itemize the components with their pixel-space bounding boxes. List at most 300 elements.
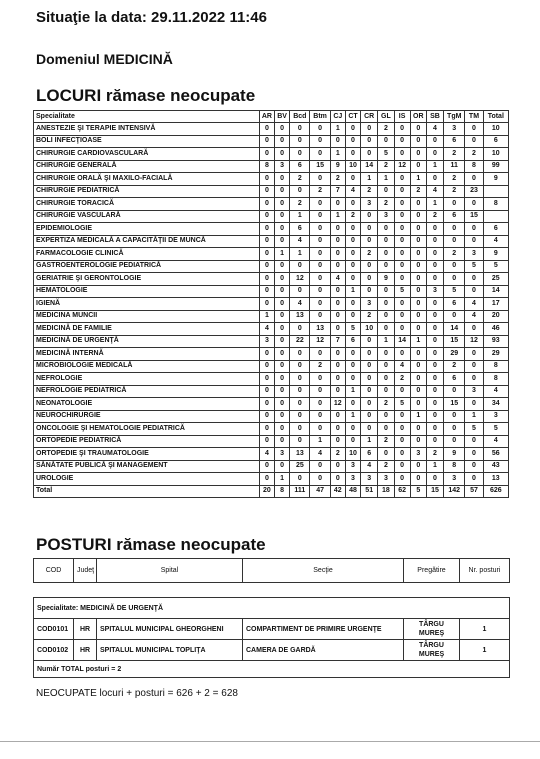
count-cell: 0	[410, 223, 426, 236]
count-cell: 0	[330, 235, 345, 248]
count-cell: 4	[465, 298, 483, 311]
count-cell: 0	[275, 135, 290, 148]
count-cell: 0	[259, 460, 274, 473]
count-cell: 0	[465, 398, 483, 411]
count-cell: 2	[465, 148, 483, 161]
count-cell: 0	[378, 410, 394, 423]
cod-cell: COD0101	[34, 619, 74, 640]
count-cell: 0	[378, 310, 394, 323]
count-cell: 2	[361, 185, 378, 198]
count-cell: 7	[330, 185, 345, 198]
specialitate-cell: ONCOLOGIE ŞI HEMATOLOGIE PEDIATRICĂ	[34, 423, 260, 436]
count-cell: 0	[330, 223, 345, 236]
count-cell: 4	[259, 323, 274, 336]
count-cell: 6	[483, 135, 508, 148]
count-cell: 0	[310, 135, 330, 148]
judet-cell: HR	[74, 619, 97, 640]
count-cell: 0	[275, 423, 290, 436]
nr-posturi-cell: 1	[460, 640, 510, 661]
count-cell: 0	[259, 248, 274, 261]
count-cell: 0	[426, 148, 443, 161]
count-cell: 0	[378, 235, 394, 248]
count-cell: 0	[259, 210, 274, 223]
count-cell: 57	[465, 485, 483, 498]
count-cell: 111	[290, 485, 310, 498]
count-cell: 0	[275, 323, 290, 336]
count-cell: 0	[465, 435, 483, 448]
count-cell: 0	[378, 248, 394, 261]
count-cell: 0	[378, 385, 394, 398]
count-cell: 23	[465, 185, 483, 198]
count-cell: 0	[345, 360, 360, 373]
count-cell: 0	[394, 410, 410, 423]
specialitate-cell: NEONATOLOGIE	[34, 398, 260, 411]
count-cell: 0	[330, 423, 345, 436]
locuri-row	[34, 423, 509, 436]
locuri-header-row	[34, 111, 509, 123]
count-cell: 3	[345, 460, 360, 473]
count-cell: 0	[275, 373, 290, 386]
count-cell: 10	[345, 160, 360, 173]
count-cell: 2	[290, 173, 310, 186]
count-cell: 0	[361, 123, 378, 136]
count-cell: 142	[444, 485, 465, 498]
count-cell: 14	[361, 160, 378, 173]
count-cell: 6	[345, 335, 360, 348]
count-cell: 0	[290, 185, 310, 198]
specialitate-cell: ORTOPEDIE PEDIATRICĂ	[34, 435, 260, 448]
count-cell: 0	[290, 135, 310, 148]
count-cell: 1	[361, 173, 378, 186]
specialitate-cell: MEDICINĂ DE FAMILIE	[34, 323, 260, 336]
count-cell: 9	[330, 160, 345, 173]
count-cell: 0	[394, 435, 410, 448]
count-cell: 0	[259, 385, 274, 398]
count-cell: 0	[330, 248, 345, 261]
count-cell: 0	[378, 448, 394, 461]
count-cell: 0	[410, 323, 426, 336]
count-cell: 0	[378, 373, 394, 386]
nr-posturi-cell: 1	[460, 619, 510, 640]
count-cell: 47	[310, 485, 330, 498]
count-cell: 1	[378, 335, 394, 348]
count-cell: 0	[310, 385, 330, 398]
count-cell: 6	[444, 373, 465, 386]
count-cell: 0	[310, 210, 330, 223]
count-cell: 0	[310, 273, 330, 286]
count-cell: 2	[330, 448, 345, 461]
count-cell: 0	[275, 235, 290, 248]
count-cell: 0	[275, 460, 290, 473]
count-cell: 7	[330, 335, 345, 348]
count-cell: 0	[290, 423, 310, 436]
count-cell: 4	[483, 435, 508, 448]
count-cell: 62	[394, 485, 410, 498]
count-cell: 8	[483, 373, 508, 386]
count-cell: 6	[290, 160, 310, 173]
count-cell: 0	[394, 385, 410, 398]
posturi-col-header: Judeţ	[74, 559, 97, 583]
count-cell: 0	[394, 448, 410, 461]
count-cell: 0	[330, 323, 345, 336]
count-cell: 0	[361, 235, 378, 248]
locuri-col-header: Total	[483, 111, 508, 123]
count-cell: 1	[426, 460, 443, 473]
count-cell: 0	[345, 348, 360, 361]
report-date: Situaţie la data: 29.11.2022 11:46	[36, 9, 267, 26]
count-cell: 0	[345, 260, 360, 273]
count-cell: 2	[410, 185, 426, 198]
specialitate-cell: EPIDEMIOLOGIE	[34, 223, 260, 236]
count-cell: 5	[483, 260, 508, 273]
count-cell: 13	[290, 448, 310, 461]
count-cell: 0	[275, 398, 290, 411]
count-cell: 0	[361, 210, 378, 223]
count-cell: 0	[465, 198, 483, 211]
count-cell: 1	[378, 173, 394, 186]
count-cell: 3	[465, 248, 483, 261]
count-cell: 0	[465, 448, 483, 461]
count-cell: 4	[330, 273, 345, 286]
count-cell: 0	[444, 385, 465, 398]
specialitate-cell: NEFROLOGIE	[34, 373, 260, 386]
count-cell: 0	[259, 298, 274, 311]
count-cell	[483, 210, 508, 223]
count-cell: 9	[483, 173, 508, 186]
count-cell: 2	[378, 198, 394, 211]
count-cell: 0	[259, 148, 274, 161]
count-cell: 0	[275, 173, 290, 186]
specialitate-cell: CHIRURGIE CARDIOVASCULARĂ	[34, 148, 260, 161]
count-cell: 20	[483, 310, 508, 323]
count-cell: 0	[330, 310, 345, 323]
count-cell: 0	[275, 273, 290, 286]
count-cell: 0	[259, 135, 274, 148]
count-cell: 9	[444, 448, 465, 461]
count-cell: 2	[444, 360, 465, 373]
count-cell: 0	[378, 423, 394, 436]
count-cell: 0	[259, 273, 274, 286]
posturi-heading: POSTURI rămase neocupate	[36, 535, 266, 554]
count-cell: 0	[394, 173, 410, 186]
count-cell: 25	[290, 460, 310, 473]
count-cell: 6	[444, 210, 465, 223]
locuri-col-header: Specialitate	[34, 111, 260, 123]
count-cell: 14	[394, 335, 410, 348]
count-cell: 10	[361, 323, 378, 336]
count-cell: 0	[345, 198, 360, 211]
specialitate-cell: NEUROCHIRURGIE	[34, 410, 260, 423]
count-cell: 5	[394, 285, 410, 298]
count-cell: 0	[394, 310, 410, 323]
count-cell: 0	[426, 373, 443, 386]
count-cell: 3	[361, 473, 378, 486]
count-cell: 5	[465, 423, 483, 436]
count-cell: 4	[290, 298, 310, 311]
count-cell: 3	[378, 473, 394, 486]
count-cell: 2	[361, 310, 378, 323]
count-cell: 12	[290, 273, 310, 286]
specialitate-cell: EXPERTIZA MEDICALĂ A CAPACITĂŢII DE MUNCĂ	[34, 235, 260, 248]
count-cell: 0	[378, 223, 394, 236]
count-cell: 0	[345, 423, 360, 436]
locuri-row	[34, 335, 509, 348]
specialitate-cell: MEDICINĂ INTERNĂ	[34, 348, 260, 361]
posturi-total-row	[34, 661, 510, 678]
locuri-col-header: BV	[275, 111, 290, 123]
locuri-col-header: IS	[394, 111, 410, 123]
count-cell: 0	[426, 410, 443, 423]
count-cell: 0	[275, 310, 290, 323]
specialitate-cell: ANESTEZIE ŞI TERAPIE INTENSIVĂ	[34, 123, 260, 136]
count-cell: 2	[310, 360, 330, 373]
count-cell: 0	[310, 148, 330, 161]
count-cell: 0	[259, 285, 274, 298]
count-cell: 3	[378, 210, 394, 223]
specialitate-cell: Total	[34, 485, 260, 498]
locuri-col-header: CT	[345, 111, 360, 123]
count-cell: 0	[275, 348, 290, 361]
count-cell: 0	[345, 273, 360, 286]
count-cell: 0	[330, 373, 345, 386]
specialitate-cell: IGIENĂ	[34, 298, 260, 311]
specialitate-cell: CHIRURGIE ORALĂ ŞI MAXILO-FACIALĂ	[34, 173, 260, 186]
count-cell: 0	[290, 123, 310, 136]
count-cell: 0	[275, 435, 290, 448]
count-cell: 29	[483, 348, 508, 361]
count-cell: 0	[259, 348, 274, 361]
count-cell: 0	[394, 185, 410, 198]
count-cell: 0	[444, 435, 465, 448]
specialitate-cell: FARMACOLOGIE CLINICĂ	[34, 248, 260, 261]
count-cell: 0	[410, 298, 426, 311]
posturi-col-header: Pregătire	[404, 559, 460, 583]
count-cell: 12	[465, 335, 483, 348]
count-cell: 0	[259, 260, 274, 273]
posturi-col-header: Spital	[97, 559, 243, 583]
count-cell: 4	[465, 310, 483, 323]
count-cell: 0	[310, 473, 330, 486]
count-cell: 5	[394, 398, 410, 411]
count-cell: 13	[290, 310, 310, 323]
count-cell: 1	[330, 210, 345, 223]
count-cell: 0	[394, 223, 410, 236]
count-cell: 0	[410, 423, 426, 436]
count-cell: 0	[259, 185, 274, 198]
count-cell: 4	[361, 460, 378, 473]
count-cell: 0	[394, 235, 410, 248]
count-cell: 0	[394, 460, 410, 473]
count-cell: 2	[378, 160, 394, 173]
specialitate-cell: CHIRURGIE VASCULARĂ	[34, 210, 260, 223]
count-cell: 0	[290, 360, 310, 373]
locuri-row	[34, 373, 509, 386]
locuri-row	[34, 198, 509, 211]
count-cell: 0	[330, 473, 345, 486]
count-cell: 0	[465, 360, 483, 373]
count-cell: 1	[426, 160, 443, 173]
count-cell: 0	[378, 185, 394, 198]
count-cell: 0	[465, 173, 483, 186]
specialitate-cell: GERIATRIE ŞI GERONTOLOGIE	[34, 273, 260, 286]
count-cell: 0	[310, 173, 330, 186]
count-cell: 8	[483, 198, 508, 211]
count-cell: 0	[426, 323, 443, 336]
count-cell: 29	[444, 348, 465, 361]
count-cell: 0	[426, 360, 443, 373]
count-cell: 2	[426, 210, 443, 223]
count-cell: 0	[290, 373, 310, 386]
count-cell: 0	[361, 273, 378, 286]
count-cell: 0	[465, 235, 483, 248]
specialitate-cell: MICROBIOLOGIE MEDICALĂ	[34, 360, 260, 373]
count-cell: 4	[426, 123, 443, 136]
count-cell: 2	[444, 248, 465, 261]
count-cell: 0	[410, 435, 426, 448]
count-cell: 0	[394, 135, 410, 148]
locuri-row	[34, 460, 509, 473]
locuri-row	[34, 298, 509, 311]
locuri-col-header: CJ	[330, 111, 345, 123]
count-cell: 1	[330, 123, 345, 136]
count-cell: 0	[394, 123, 410, 136]
count-cell: 0	[345, 235, 360, 248]
locuri-row	[34, 323, 509, 336]
count-cell: 0	[330, 135, 345, 148]
count-cell: 0	[275, 335, 290, 348]
count-cell: 2	[378, 460, 394, 473]
count-cell: 2	[361, 248, 378, 261]
spital-cell: SPITALUL MUNICIPAL TOPLIŢA	[97, 640, 243, 661]
count-cell: 0	[426, 398, 443, 411]
count-cell: 0	[310, 235, 330, 248]
count-cell: 0	[444, 310, 465, 323]
count-cell: 10	[345, 448, 360, 461]
locuri-row	[34, 160, 509, 173]
count-cell: 9	[378, 273, 394, 286]
count-cell: 1	[290, 248, 310, 261]
locuri-row	[34, 123, 509, 136]
count-cell: 2	[444, 148, 465, 161]
locuri-row	[34, 398, 509, 411]
count-cell: 1	[410, 335, 426, 348]
count-cell: 0	[259, 398, 274, 411]
count-cell: 0	[361, 423, 378, 436]
count-cell: 1	[345, 285, 360, 298]
specialitate-cell: GASTROENTEROLOGIE PEDIATRICĂ	[34, 260, 260, 273]
count-cell: 0	[361, 223, 378, 236]
count-cell: 0	[426, 435, 443, 448]
count-cell: 0	[426, 423, 443, 436]
count-cell: 0	[259, 410, 274, 423]
count-cell: 0	[410, 235, 426, 248]
count-cell: 4	[259, 448, 274, 461]
count-cell: 0	[290, 398, 310, 411]
count-cell: 0	[394, 260, 410, 273]
count-cell: 0	[330, 198, 345, 211]
count-cell: 0	[378, 348, 394, 361]
count-cell: 25	[483, 273, 508, 286]
count-cell: 0	[394, 148, 410, 161]
count-cell: 0	[259, 423, 274, 436]
count-cell: 0	[310, 423, 330, 436]
count-cell: 0	[444, 273, 465, 286]
posturi-header-row	[34, 559, 510, 583]
count-cell: 0	[345, 435, 360, 448]
locuri-row	[34, 435, 509, 448]
count-cell: 3	[410, 448, 426, 461]
locuri-row	[34, 448, 509, 461]
count-cell: 0	[310, 248, 330, 261]
count-cell: 0	[410, 273, 426, 286]
count-cell: 0	[275, 210, 290, 223]
locuri-col-header: GL	[378, 111, 394, 123]
count-cell: 0	[310, 348, 330, 361]
count-cell: 1	[345, 410, 360, 423]
count-cell: 1	[426, 198, 443, 211]
specialitate-cell: MEDICINA MUNCII	[34, 310, 260, 323]
count-cell: 0	[361, 398, 378, 411]
count-cell: 0	[465, 123, 483, 136]
count-cell: 3	[275, 160, 290, 173]
count-cell: 0	[275, 260, 290, 273]
specialitate-cell: BOLI INFECŢIOASE	[34, 135, 260, 148]
count-cell: 0	[275, 185, 290, 198]
count-cell: 8	[275, 485, 290, 498]
count-cell: 0	[310, 223, 330, 236]
count-cell: 0	[345, 123, 360, 136]
specialitate-cell: CHIRURGIE GENERALĂ	[34, 160, 260, 173]
count-cell: 0	[426, 235, 443, 248]
count-cell: 0	[410, 160, 426, 173]
count-cell: 6	[361, 448, 378, 461]
count-cell: 0	[426, 135, 443, 148]
count-cell: 5	[444, 285, 465, 298]
locuri-row	[34, 210, 509, 223]
count-cell: 0	[330, 385, 345, 398]
count-cell: 0	[426, 173, 443, 186]
count-cell: 3	[361, 198, 378, 211]
locuri-row	[34, 185, 509, 198]
specialitate-cell: CHIRURGIE PEDIATRICĂ	[34, 185, 260, 198]
count-cell: 1	[410, 410, 426, 423]
count-cell: 0	[426, 248, 443, 261]
count-cell: 0	[465, 223, 483, 236]
count-cell: 15	[310, 160, 330, 173]
count-cell: 0	[465, 135, 483, 148]
count-cell: 0	[345, 173, 360, 186]
locuri-row	[34, 248, 509, 261]
count-cell: 20	[259, 485, 274, 498]
count-cell: 0	[275, 298, 290, 311]
count-cell: 12	[310, 335, 330, 348]
count-cell: 0	[465, 473, 483, 486]
locuri-row	[34, 260, 509, 273]
count-cell: 17	[483, 298, 508, 311]
count-cell: 0	[444, 235, 465, 248]
count-cell: 0	[378, 285, 394, 298]
locuri-row	[34, 385, 509, 398]
locuri-col-header: SB	[426, 111, 443, 123]
count-cell: 0	[330, 435, 345, 448]
count-cell: 0	[361, 373, 378, 386]
count-cell: 3	[345, 473, 360, 486]
count-cell: 15	[465, 210, 483, 223]
count-cell: 0	[394, 298, 410, 311]
count-cell: 0	[290, 260, 310, 273]
count-cell: 2	[345, 210, 360, 223]
count-cell: 43	[483, 460, 508, 473]
